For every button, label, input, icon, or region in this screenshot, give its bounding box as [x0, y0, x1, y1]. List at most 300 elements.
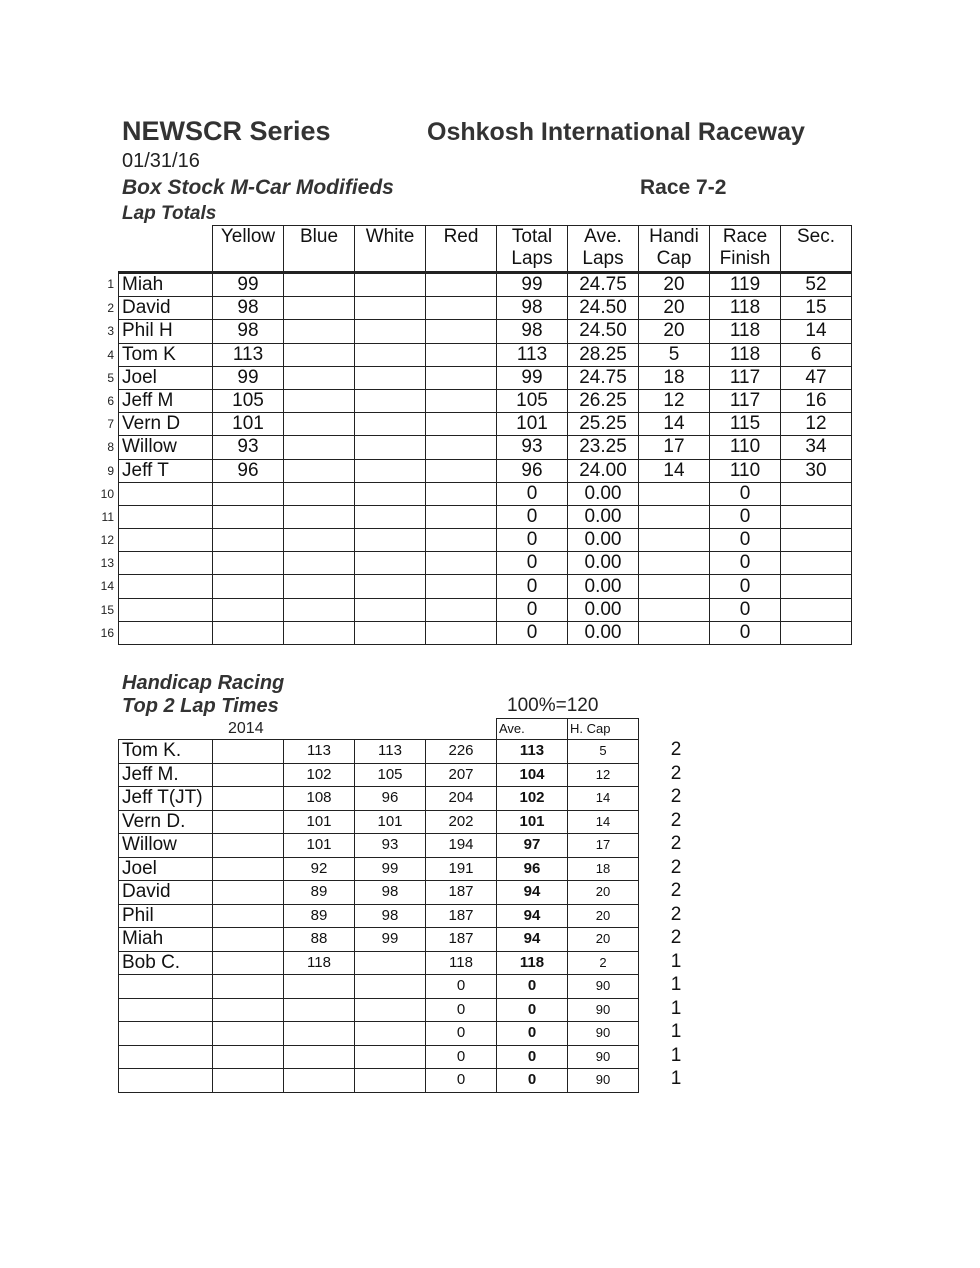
heat-count: 2: [670, 739, 682, 760]
cell-blue: [284, 621, 355, 644]
cell-lap-1: [284, 1069, 355, 1093]
cell-hcap: 20: [639, 297, 710, 320]
driver-name: Vern D: [119, 413, 213, 436]
table-row: [119, 273, 852, 297]
cell-ave: 24.75: [568, 273, 639, 297]
series-title: NEWSCR Series: [122, 116, 331, 146]
column-header: Race Finish: [710, 226, 781, 273]
header-blank-cell: [119, 719, 213, 740]
cell-2014: [213, 763, 284, 787]
table-row: [119, 297, 852, 320]
cell-handicap: 90: [568, 1045, 639, 1069]
cell-red: [426, 598, 497, 621]
cell-finish: 0: [710, 598, 781, 621]
driver-name: Jeff M: [119, 389, 213, 412]
cell-yellow: [213, 505, 284, 528]
heat-count: 1: [670, 1021, 682, 1042]
cell-sec: 16: [781, 389, 852, 412]
cell-white: [355, 297, 426, 320]
cell-total: 0: [497, 621, 568, 644]
cell-finish: 0: [710, 575, 781, 598]
cell-total: 0: [497, 529, 568, 552]
cell-total: 105: [497, 389, 568, 412]
driver-name: David: [119, 297, 213, 320]
driver-name: Miah: [119, 928, 213, 952]
column-header: White: [355, 226, 426, 273]
row-number: 8: [107, 440, 114, 454]
cell-total: 0: [497, 598, 568, 621]
cell-sum: 187: [426, 904, 497, 928]
cell-hcap: 18: [639, 366, 710, 389]
heat-count: 2: [670, 857, 682, 878]
cell-blue: [284, 459, 355, 482]
track-title: Oshkosh International Raceway: [427, 118, 805, 146]
cell-sum: 187: [426, 928, 497, 952]
cell-average: 96: [497, 857, 568, 881]
row-number: 7: [107, 417, 114, 431]
cell-2014: [213, 998, 284, 1022]
cell-yellow: 101: [213, 413, 284, 436]
table-row: [119, 621, 852, 644]
row-number: 15: [100, 603, 114, 617]
cell-white: [355, 436, 426, 459]
cell-white: [355, 273, 426, 297]
cell-white: [355, 598, 426, 621]
cell-sec: 52: [781, 273, 852, 297]
cell-lap-2: [355, 998, 426, 1022]
cell-ave: 0.00: [568, 505, 639, 528]
driver-name: Phil: [119, 904, 213, 928]
cell-sec: [781, 552, 852, 575]
cell-total: 93: [497, 436, 568, 459]
cell-white: [355, 389, 426, 412]
cell-2014: [213, 1022, 284, 1046]
heat-count: 1: [670, 998, 682, 1019]
cell-total: 99: [497, 273, 568, 297]
handicap-subheading: Top 2 Lap Times: [122, 695, 279, 717]
cell-sec: 30: [781, 459, 852, 482]
driver-name: Joel: [119, 857, 213, 881]
table-row: [119, 343, 852, 366]
driver-name: [119, 598, 213, 621]
cell-red: [426, 482, 497, 505]
cell-white: [355, 505, 426, 528]
heat-count: 2: [670, 833, 682, 854]
cell-2014: [213, 928, 284, 952]
cell-handicap: 90: [568, 998, 639, 1022]
cell-yellow: 98: [213, 297, 284, 320]
cell-handicap: 90: [568, 1022, 639, 1046]
cell-ave: 0.00: [568, 482, 639, 505]
driver-name: [119, 621, 213, 644]
cell-hcap: [639, 552, 710, 575]
cell-yellow: [213, 482, 284, 505]
cell-lap-2: [355, 951, 426, 975]
cell-ave: 26.25: [568, 389, 639, 412]
cell-white: [355, 552, 426, 575]
cell-red: [426, 273, 497, 297]
cell-total: 99: [497, 366, 568, 389]
cell-handicap: 18: [568, 857, 639, 881]
cell-lap-2: [355, 1022, 426, 1046]
cell-hcap: [639, 529, 710, 552]
cell-hcap: 20: [639, 320, 710, 343]
cell-sec: 14: [781, 320, 852, 343]
table-row: [119, 389, 852, 412]
cell-yellow: 105: [213, 389, 284, 412]
cell-finish: 118: [710, 320, 781, 343]
driver-name: [119, 552, 213, 575]
cell-hcap: [639, 482, 710, 505]
cell-2014: [213, 810, 284, 834]
cell-finish: 0: [710, 482, 781, 505]
cell-sec: [781, 505, 852, 528]
driver-name: Jeff M.: [119, 763, 213, 787]
cell-lap-2: 98: [355, 904, 426, 928]
cell-lap-1: [284, 998, 355, 1022]
cell-lap-1: 113: [284, 740, 355, 764]
cell-lap-1: 101: [284, 810, 355, 834]
cell-finish: 0: [710, 621, 781, 644]
row-number: 14: [100, 579, 114, 593]
cell-lap-2: 105: [355, 763, 426, 787]
cell-ave: 24.50: [568, 320, 639, 343]
heat-count: 1: [670, 1045, 682, 1066]
heat-count: 2: [670, 810, 682, 831]
cell-hcap: 5: [639, 343, 710, 366]
cell-sum: 0: [426, 1069, 497, 1093]
handicap-table: [118, 718, 639, 1093]
cell-lap-1: [284, 1022, 355, 1046]
cell-blue: [284, 366, 355, 389]
cell-average: 94: [497, 904, 568, 928]
cell-lap-1: [284, 975, 355, 999]
cell-finish: 0: [710, 505, 781, 528]
cell-lap-2: 98: [355, 881, 426, 905]
table-row: [119, 928, 639, 952]
cell-2014: [213, 1045, 284, 1069]
cell-sum: 187: [426, 881, 497, 905]
cell-lap-1: [284, 1045, 355, 1069]
cell-yellow: 93: [213, 436, 284, 459]
cell-lap-2: 101: [355, 810, 426, 834]
heat-count: 2: [670, 904, 682, 925]
cell-ave: 0.00: [568, 621, 639, 644]
cell-sum: 202: [426, 810, 497, 834]
driver-name: Jeff T: [119, 459, 213, 482]
cell-blue: [284, 436, 355, 459]
cell-ave: 0.00: [568, 529, 639, 552]
cell-red: [426, 505, 497, 528]
cell-red: [426, 621, 497, 644]
driver-name: Joel: [119, 366, 213, 389]
cell-total: 98: [497, 297, 568, 320]
header-blank-cell: [213, 719, 284, 740]
cell-2014: [213, 975, 284, 999]
driver-name: Bob C.: [119, 951, 213, 975]
cell-average: 113: [497, 740, 568, 764]
cell-lap-2: [355, 1069, 426, 1093]
year-label: 2014: [228, 720, 264, 737]
cell-sec: 47: [781, 366, 852, 389]
cell-total: 0: [497, 575, 568, 598]
cell-finish: 0: [710, 529, 781, 552]
driver-name: Phil H: [119, 320, 213, 343]
driver-name: Tom K: [119, 343, 213, 366]
cell-red: [426, 575, 497, 598]
cell-sec: 34: [781, 436, 852, 459]
table-row: [119, 998, 639, 1022]
table-row: [119, 552, 852, 575]
cell-blue: [284, 320, 355, 343]
table-row: [119, 810, 639, 834]
cell-hcap: 12: [639, 389, 710, 412]
cell-yellow: 96: [213, 459, 284, 482]
cell-handicap: 14: [568, 787, 639, 811]
cell-white: [355, 575, 426, 598]
driver-name: [119, 1022, 213, 1046]
column-header: Handi Cap: [639, 226, 710, 273]
cell-red: [426, 459, 497, 482]
handicap-heading: Handicap Racing: [122, 672, 285, 694]
cell-average: 101: [497, 810, 568, 834]
cell-lap-1: 101: [284, 834, 355, 858]
table-row: [119, 529, 852, 552]
cell-white: [355, 320, 426, 343]
cell-2014: [213, 1069, 284, 1093]
cell-sec: 6: [781, 343, 852, 366]
table-row: [119, 598, 852, 621]
cell-sum: 0: [426, 1045, 497, 1069]
cell-hcap: [639, 575, 710, 598]
cell-finish: 0: [710, 552, 781, 575]
table-row: [119, 1069, 639, 1093]
cell-red: [426, 366, 497, 389]
driver-name: Jeff T(JT): [119, 787, 213, 811]
driver-name: [119, 482, 213, 505]
row-number: 1: [107, 277, 114, 291]
header-blank-cell: [355, 719, 426, 740]
cell-average: 104: [497, 763, 568, 787]
cell-sum: 204: [426, 787, 497, 811]
cell-lap-2: [355, 975, 426, 999]
cell-hcap: 20: [639, 273, 710, 297]
row-number: 6: [107, 394, 114, 408]
cell-ave: 28.25: [568, 343, 639, 366]
cell-white: [355, 482, 426, 505]
cell-red: [426, 436, 497, 459]
table-row: [119, 366, 852, 389]
cell-average: 118: [497, 951, 568, 975]
heat-count: 2: [670, 763, 682, 784]
cell-lap-2: 96: [355, 787, 426, 811]
class-title: Box Stock M-Car Modifieds: [122, 176, 394, 199]
table-row: [119, 413, 852, 436]
table-row: [119, 575, 852, 598]
cell-red: [426, 343, 497, 366]
cell-total: 0: [497, 505, 568, 528]
cell-total: 0: [497, 552, 568, 575]
cell-total: 0: [497, 482, 568, 505]
cell-average: 0: [497, 998, 568, 1022]
table-row: [119, 951, 639, 975]
cell-white: [355, 343, 426, 366]
cell-red: [426, 389, 497, 412]
cell-yellow: [213, 598, 284, 621]
driver-name: [119, 505, 213, 528]
handicap-scale: 100%=120: [507, 695, 599, 716]
lap-totals-heading: Lap Totals: [122, 203, 217, 224]
ave-header: Ave.: [497, 719, 568, 740]
row-number: 10: [100, 487, 114, 501]
table-row: [119, 436, 852, 459]
driver-name: Willow: [119, 834, 213, 858]
cell-finish: 115: [710, 413, 781, 436]
cell-handicap: 2: [568, 951, 639, 975]
cell-ave: 24.50: [568, 297, 639, 320]
table-row: [119, 763, 639, 787]
cell-lap-2: 93: [355, 834, 426, 858]
race-date: 01/31/16: [122, 150, 200, 172]
cell-average: 102: [497, 787, 568, 811]
cell-sec: [781, 529, 852, 552]
heat-count: 1: [670, 974, 682, 995]
cell-ave: 0.00: [568, 552, 639, 575]
cell-yellow: [213, 575, 284, 598]
heat-count: 2: [670, 880, 682, 901]
cell-red: [426, 413, 497, 436]
driver-name: [119, 529, 213, 552]
cell-lap-1: 88: [284, 928, 355, 952]
cell-finish: 117: [710, 366, 781, 389]
row-number: 5: [107, 371, 114, 385]
cell-handicap: 90: [568, 1069, 639, 1093]
column-header: Total Laps: [497, 226, 568, 273]
driver-name: Miah: [119, 273, 213, 297]
cell-sum: 226: [426, 740, 497, 764]
cell-white: [355, 459, 426, 482]
cell-red: [426, 320, 497, 343]
column-header: Ave. Laps: [568, 226, 639, 273]
cell-yellow: [213, 529, 284, 552]
cell-sec: 15: [781, 297, 852, 320]
cell-yellow: 99: [213, 366, 284, 389]
cell-hcap: 14: [639, 459, 710, 482]
cell-sec: [781, 598, 852, 621]
cell-2014: [213, 857, 284, 881]
cell-red: [426, 297, 497, 320]
table-row: [119, 505, 852, 528]
driver-name: [119, 998, 213, 1022]
table-row: [119, 787, 639, 811]
cell-sum: 191: [426, 857, 497, 881]
cell-finish: 118: [710, 343, 781, 366]
table-row: [119, 881, 639, 905]
cell-blue: [284, 482, 355, 505]
cell-blue: [284, 297, 355, 320]
cell-average: 94: [497, 881, 568, 905]
row-number: 2: [107, 301, 114, 315]
cell-average: 0: [497, 1069, 568, 1093]
lap-totals-table: [118, 225, 852, 645]
table-row: [119, 482, 852, 505]
cell-sec: [781, 482, 852, 505]
cell-2014: [213, 951, 284, 975]
row-number: 3: [107, 324, 114, 338]
table-row: [119, 857, 639, 881]
driver-name: [119, 1045, 213, 1069]
cell-lap-2: 99: [355, 857, 426, 881]
cell-2014: [213, 834, 284, 858]
handicap-header-row: [119, 719, 639, 740]
driver-name: [119, 1069, 213, 1093]
cell-lap-2: 99: [355, 928, 426, 952]
cell-handicap: 14: [568, 810, 639, 834]
column-header: Sec.: [781, 226, 852, 273]
header-blank-cell: [426, 719, 497, 740]
cell-hcap: [639, 621, 710, 644]
cell-handicap: 5: [568, 740, 639, 764]
lap-totals-header-row: [119, 226, 852, 273]
cell-sum: 118: [426, 951, 497, 975]
cell-yellow: 99: [213, 273, 284, 297]
column-header: Yellow: [213, 226, 284, 273]
cell-ave: 24.00: [568, 459, 639, 482]
cell-2014: [213, 787, 284, 811]
cell-red: [426, 529, 497, 552]
cell-finish: 119: [710, 273, 781, 297]
cell-lap-2: 113: [355, 740, 426, 764]
cell-yellow: 113: [213, 343, 284, 366]
cell-sum: 0: [426, 1022, 497, 1046]
cell-sum: 0: [426, 975, 497, 999]
cell-total: 96: [497, 459, 568, 482]
cell-lap-1: 102: [284, 763, 355, 787]
cell-hcap: [639, 598, 710, 621]
heat-count: 2: [670, 927, 682, 948]
cell-lap-1: 89: [284, 904, 355, 928]
cell-handicap: 20: [568, 881, 639, 905]
cell-ave: 24.75: [568, 366, 639, 389]
row-number: 12: [100, 533, 114, 547]
cell-handicap: 20: [568, 904, 639, 928]
cell-average: 0: [497, 1045, 568, 1069]
cell-finish: 110: [710, 436, 781, 459]
cell-sec: 12: [781, 413, 852, 436]
cell-blue: [284, 505, 355, 528]
heat-count: 2: [670, 786, 682, 807]
cell-blue: [284, 552, 355, 575]
table-row: [119, 1045, 639, 1069]
column-header: Blue: [284, 226, 355, 273]
table-row: [119, 320, 852, 343]
header-blank-cell: [284, 719, 355, 740]
table-row: [119, 834, 639, 858]
cell-average: 97: [497, 834, 568, 858]
cell-sum: 0: [426, 998, 497, 1022]
cell-total: 101: [497, 413, 568, 436]
cell-hcap: [639, 505, 710, 528]
cell-lap-1: 118: [284, 951, 355, 975]
driver-name: Vern D.: [119, 810, 213, 834]
cell-2014: [213, 904, 284, 928]
row-number: 11: [101, 510, 114, 524]
table-row: [119, 904, 639, 928]
driver-name: Tom K.: [119, 740, 213, 764]
driver-name: David: [119, 881, 213, 905]
cell-blue: [284, 413, 355, 436]
cell-hcap: 14: [639, 413, 710, 436]
